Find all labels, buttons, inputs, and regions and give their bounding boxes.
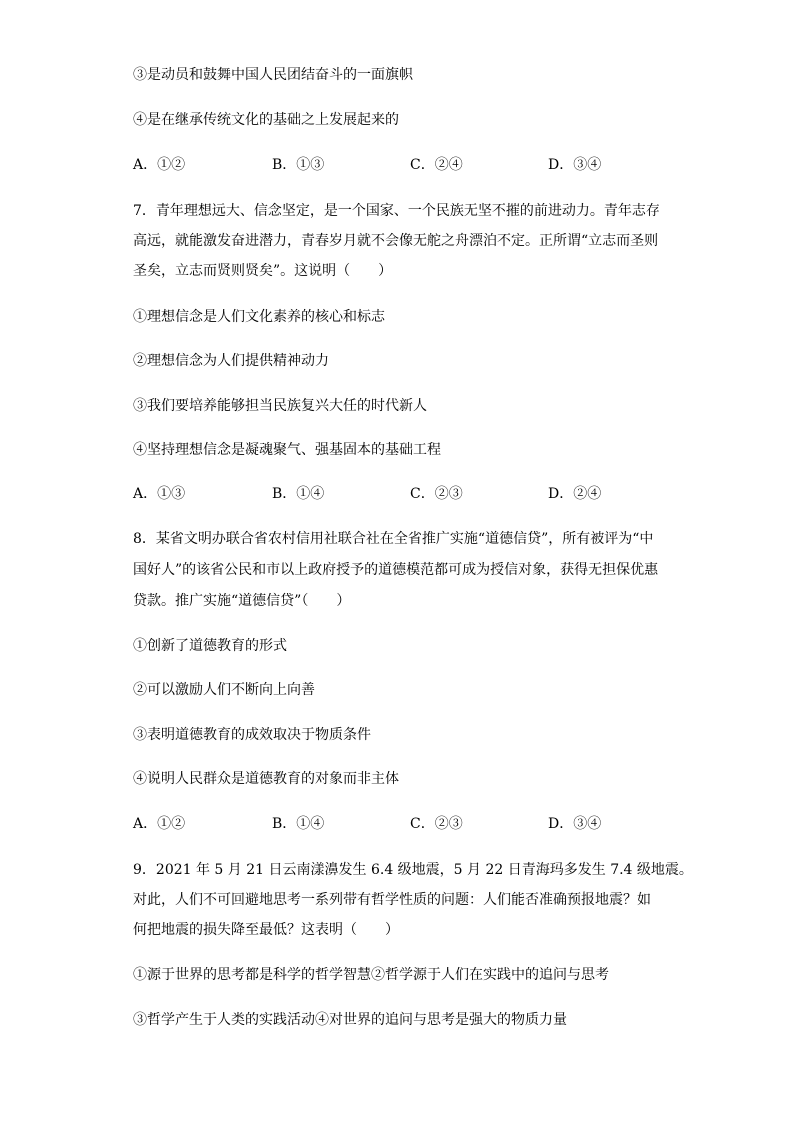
- q8-stem-line-1: 8．某省文明办联合省农村信用社联合社在全省推广实施“道德信贷”，所有被评为“中: [133, 531, 654, 547]
- q7-stem-line-1: 7．青年理想远大、信念坚定，是一个国家、一个民族无坚不摧的前进动力。青年志存: [133, 203, 660, 219]
- q6-option-c[interactable]: C．②④: [410, 157, 463, 173]
- q6-item-3: ③是动员和鼓舞中国人民团结奋斗的一面旗帜: [133, 67, 413, 83]
- q8-option-a[interactable]: A．①②: [133, 816, 186, 832]
- q7-stem-line-3: 圣矣，立志而贤则贤矣”。这说明（ ）: [133, 263, 393, 279]
- q8-stem-line-2: 国好人”的该省公民和市以上政府授予的道德模范都可成为授信对象，获得无担保优惠: [133, 562, 659, 578]
- q9-item-1-2: ①源于世界的思考都是科学的哲学智慧②哲学源于人们在实践中的追问与思考: [133, 967, 609, 983]
- q6-option-d[interactable]: D．③④: [548, 157, 602, 173]
- q8-option-c[interactable]: C．②③: [410, 816, 463, 832]
- q8-options: [133, 814, 613, 834]
- q7-option-b[interactable]: B．①④: [272, 486, 325, 502]
- q7-item-4: ④坚持理想信念是凝魂聚气、强基固本的基础工程: [133, 442, 441, 458]
- q9-item-3-4: ③哲学产生于人类的实践活动④对世界的追问与思考是强大的物质力量: [133, 1012, 567, 1028]
- q7-item-3: ③我们要培养能够担当民族复兴大任的时代新人: [133, 398, 427, 414]
- q6-options: [133, 155, 613, 175]
- q6-option-a[interactable]: A．①②: [133, 157, 186, 173]
- q8-item-1: ①创新了道德教育的形式: [133, 638, 287, 654]
- q9-stem-line-2: 对此，人们不可回避地思考一系列带有哲学性质的问题：人们能否准确预报地震？如: [133, 892, 651, 908]
- q9-stem-line-1: 9．2021 年 5 月 21 日云南漾濞发生 6.4 级地震，5 月 22 日青海玛多发生 7.4 级地震。: [133, 862, 693, 878]
- q7-options: [133, 484, 613, 504]
- q6-item-4: ④是在继承传统文化的基础之上发展起来的: [133, 112, 399, 128]
- q8-item-3: ③表明道德教育的成效取决于物质条件: [133, 727, 371, 743]
- q8-item-4: ④说明人民群众是道德教育的对象而非主体: [133, 771, 399, 787]
- q7-item-2: ②理想信念为人们提供精神动力: [133, 353, 329, 369]
- q7-item-1: ①理想信念是人们文化素养的核心和标志: [133, 309, 385, 325]
- q8-item-2: ②可以激励人们不断向上向善: [133, 682, 315, 698]
- q8-option-d[interactable]: D．③④: [548, 816, 602, 832]
- q9-stem-line-3: 何把地震的损失降至最低？这表明（ ）: [133, 922, 399, 938]
- q7-option-d[interactable]: D．②④: [548, 486, 602, 502]
- q8-option-b[interactable]: B．①④: [272, 816, 325, 832]
- q7-stem-line-2: 高远，就能激发奋进潜力，青春岁月就不会像无舵之舟漂泊不定。正所谓“立志而圣则: [133, 233, 659, 249]
- q7-option-a[interactable]: A．①③: [133, 486, 186, 502]
- q6-option-b[interactable]: B．①③: [272, 157, 325, 173]
- q7-option-c[interactable]: C．②③: [410, 486, 463, 502]
- q8-stem-line-3: 贷款。推广实施“道德信贷”（ ）: [133, 593, 351, 609]
